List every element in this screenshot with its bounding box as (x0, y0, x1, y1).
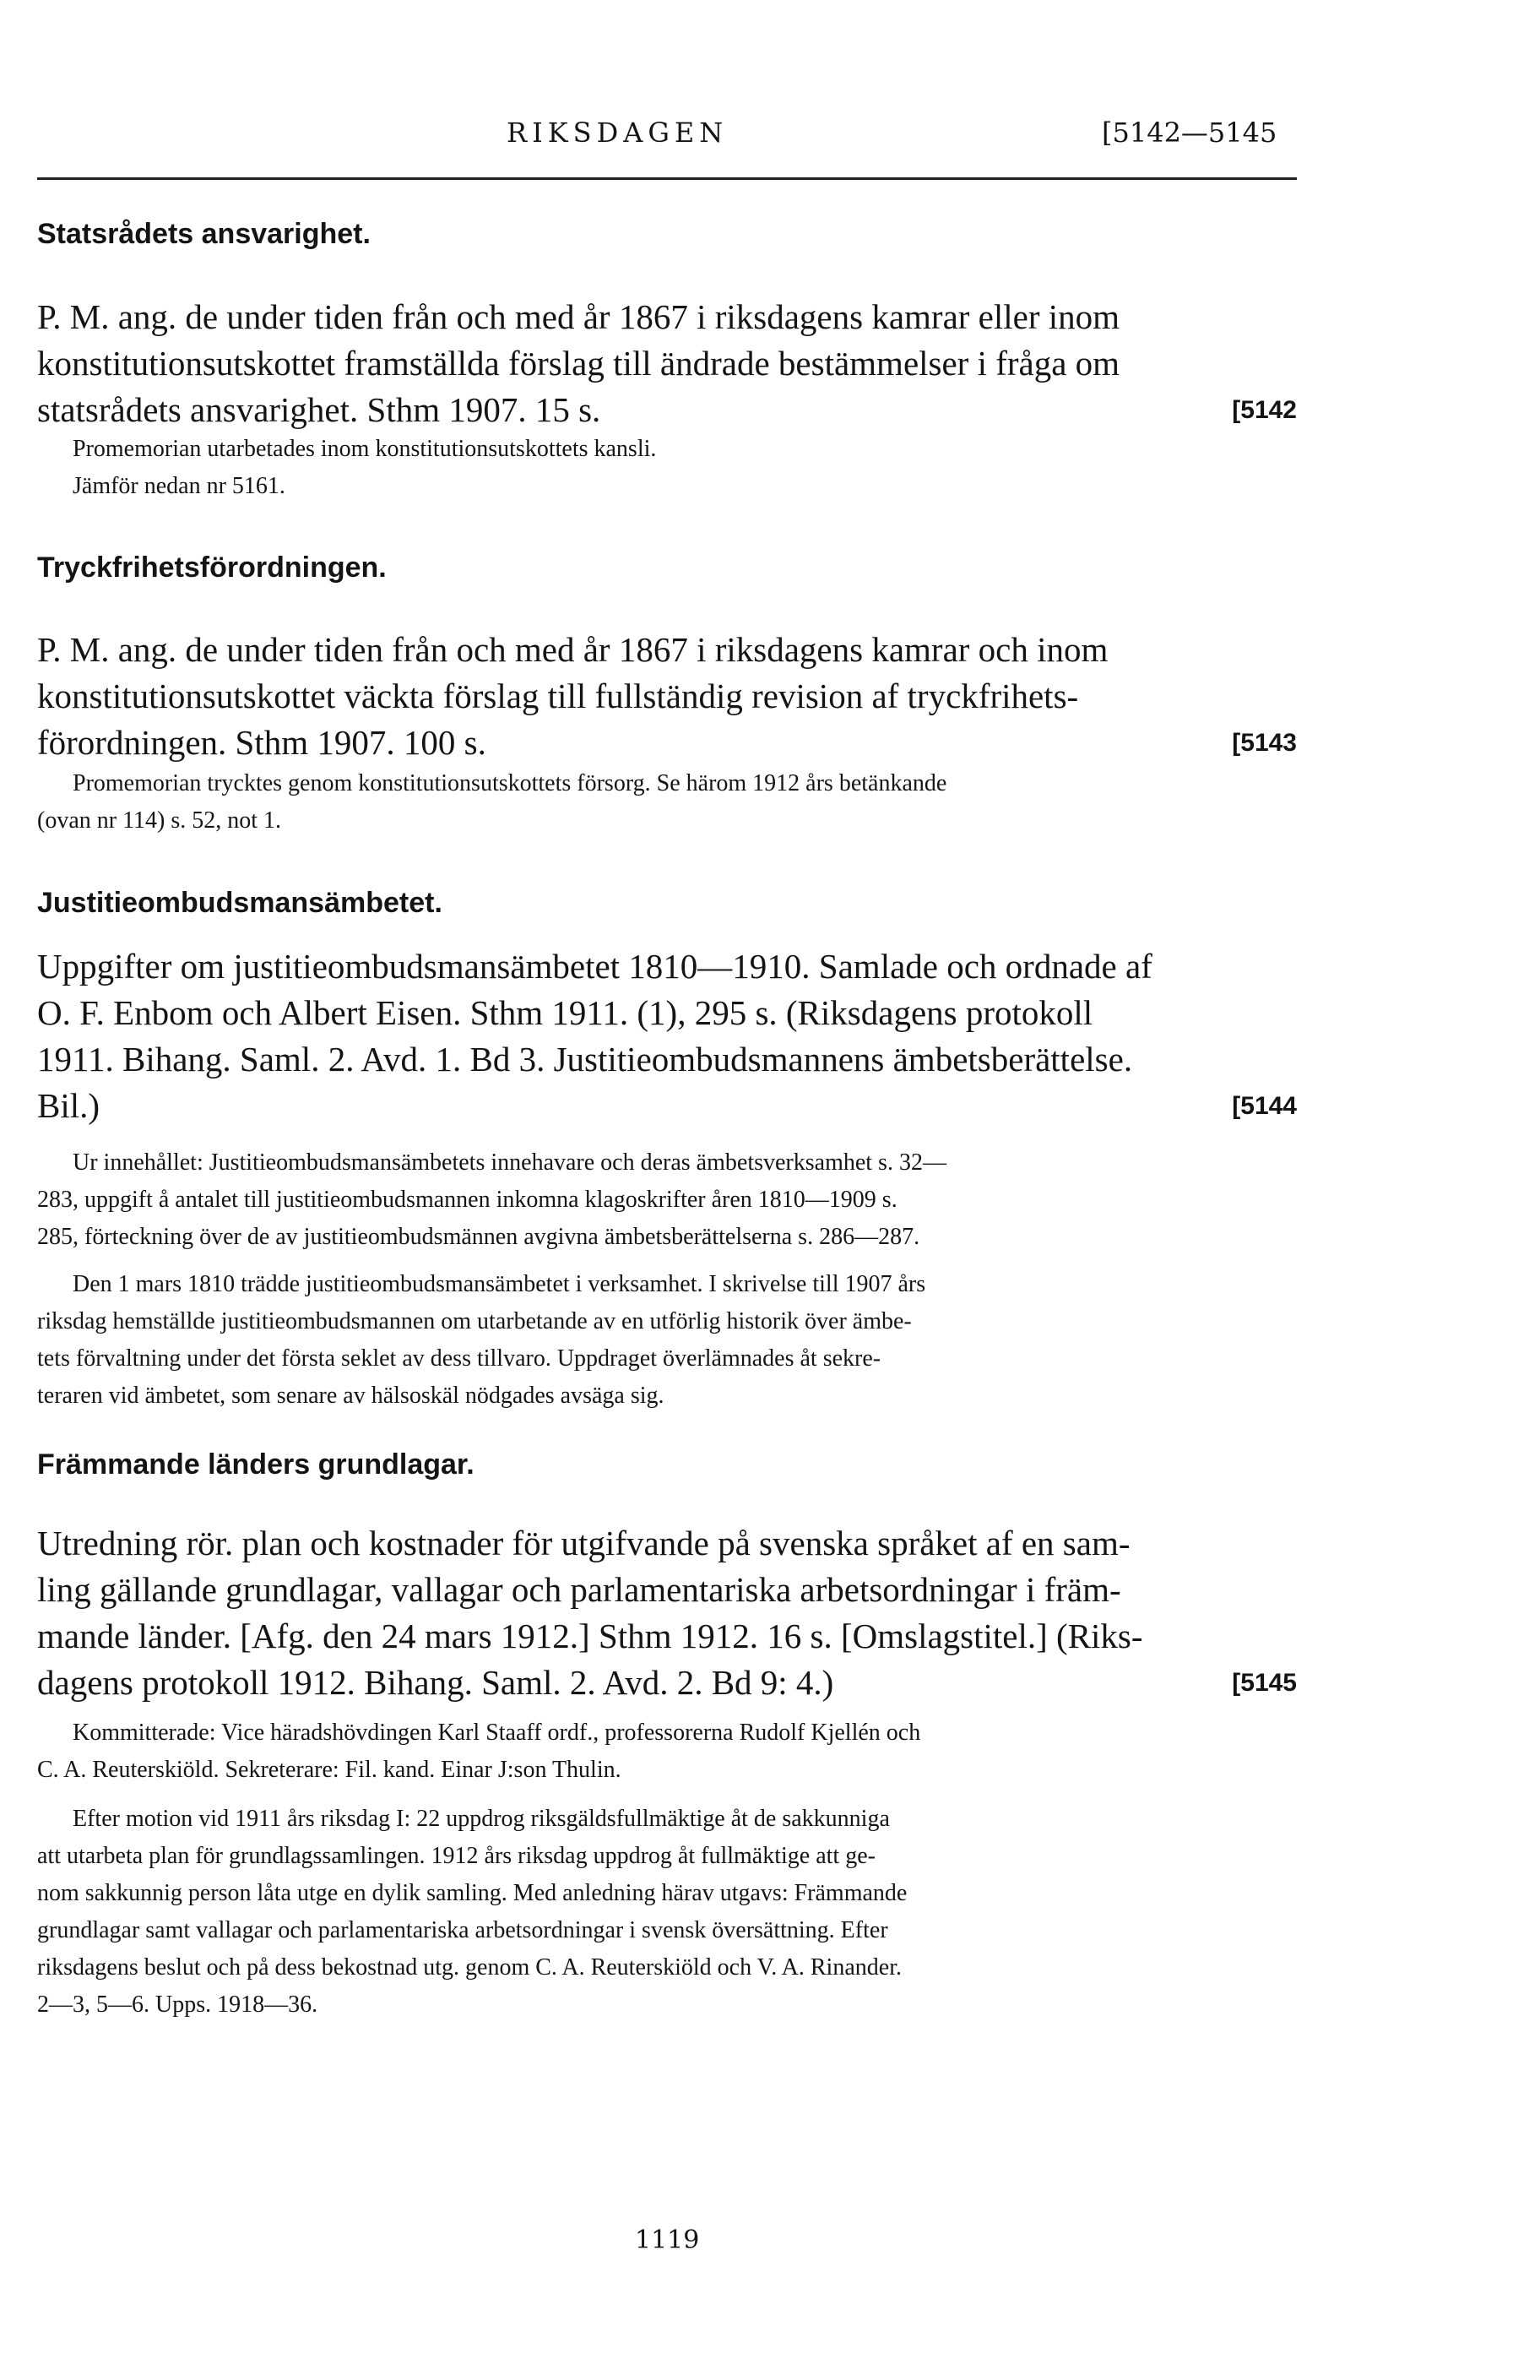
section-heading: Främmande länders grundlagar. (37, 1448, 474, 1481)
entry-line: P. M. ang. de under tiden från och med år 1867 i riksdagens kamrar och inom (37, 630, 1109, 669)
entry-line-last (37, 387, 1297, 433)
entry-notes (37, 765, 1297, 840)
note-line: 285, förteckning över de av justitieombudsmännen avgivna ämbetsberättelserna s. 286—287. (37, 1224, 920, 1250)
entry-text (37, 1520, 1297, 1706)
entry-notes (73, 431, 1297, 505)
note-line: Promemorian trycktes genom konstitutionsutskottets försorg. Se härom 1912 års betänkande (73, 770, 947, 796)
note-line: 2—3, 5—6. Upps. 1918—36. (37, 1991, 318, 2018)
entry-line: P. M. ang. de under tiden från och med år 1867 i riksdagens kamrar eller inom (37, 297, 1120, 336)
note-line: Kommitterade: Vice häradshövdingen Karl Staaff ordf., professorerna Rudolf Kjellén och (73, 1720, 921, 1746)
entry-line: förordningen. Sthm 1907. 100 s. (37, 723, 486, 762)
running-header-range: [5142—5145 (1102, 117, 1277, 149)
entry-line: konstitutionsutskottet väckta förslag till fullständig revision af tryckfrihets- (37, 677, 1079, 715)
entry-line: ling gällande grundlagar, vallagar och parlamentariska arbetsordningar i främ- (37, 1570, 1121, 1609)
entry-number: [5144 (1232, 1092, 1297, 1120)
entry-line-last (37, 720, 1297, 766)
note-line: (ovan nr 114) s. 52, not 1. (37, 807, 282, 834)
page-number: 1119 (635, 2225, 700, 2255)
entry-number: [5143 (1232, 729, 1297, 757)
note-line: Efter motion vid 1911 års riksdag I: 22 uppdrog riksgäldsfullmäktige åt de sakkunniga (73, 1806, 890, 1832)
entry-line: Utredning rör. plan och kostnader för utgifvande på svenska språket af en sam- (37, 1524, 1131, 1562)
note-line: grundlagar samt vallagar och parlamentariska arbetsordningar i svensk översättning. Efter (37, 1917, 888, 1943)
entry-line: mande länder. [Afg. den 24 mars 1912.] Sthm 1912. 16 s. [Omslagstitel.] (Riks- (37, 1617, 1143, 1655)
entry-line-last (37, 1083, 1297, 1129)
entry-line: Uppgifter om justitieombudsmansämbetet 1810—1910. Samlade och ordnade af (37, 947, 1152, 986)
note-line: C. A. Reuterskiöld. Sekreterare: Fil. kand. Einar J:son Thulin. (37, 1757, 621, 1783)
entry-line-last (37, 1660, 1297, 1706)
entry-text (37, 627, 1297, 766)
entry-number: [5145 (1232, 1669, 1297, 1697)
section-heading: Statsrådets ansvarighet. (37, 218, 371, 250)
note-line: Jämför nedan nr 5161. (73, 473, 285, 499)
entry-notes (37, 1714, 1297, 2024)
note-line: riksdagens beslut och på dess bekostnad utg. genom C. A. Reuterskiöld och V. A. Rinander. (37, 1954, 902, 1981)
note-line: Ur innehållet: Justitieombudsmansämbetets innehavare och deras ämbetsverksamhet s. 32— (73, 1149, 946, 1176)
note-line: nom sakkunnig person låta utge en dylik samling. Med anledning härav utgavs: Främmande (37, 1880, 908, 1906)
entry-line: 1911. Bihang. Saml. 2. Avd. 1. Bd 3. Justitieombudsmannens ämbetsberättelse. (37, 1040, 1133, 1079)
section-heading: Justitieombudsmansämbetet. (37, 887, 442, 919)
entry-line: konstitutionsutskottet framställda förslag till ändrade bestämmelser i fråga om (37, 344, 1120, 383)
running-header-title: RIKSDAGEN (507, 117, 729, 149)
entry-number: [5142 (1232, 396, 1297, 424)
note-line: riksdag hemställde justitieombudsmannen om utarbetande av en utförlig historik över ämbe- (37, 1308, 912, 1334)
header-rule (37, 177, 1297, 180)
note-line: Den 1 mars 1810 trädde justitieombudsmansämbetet i verksamhet. I skrivelse till 1907 års (73, 1271, 926, 1297)
note-line: 283, uppgift å antalet till justitieombudsmannen inkomna klagoskrifter åren 1810—1909 s. (37, 1187, 897, 1213)
entry-text (37, 294, 1297, 433)
entry-line: statsrådets ansvarighet. Sthm 1907. 15 s. (37, 390, 601, 429)
entry-text (37, 943, 1297, 1129)
note-line: tets förvaltning under det första seklet av dess tillvaro. Uppdraget överlämnades åt sekre- (37, 1345, 881, 1372)
note-line: att utarbeta plan för grundlagssamlingen. 1912 års riksdag uppdrog åt fullmäktige att ge- (37, 1843, 876, 1869)
entry-line: O. F. Enbom och Albert Eisen. Sthm 1911. (1), 295 s. (Riksdagens protokoll (37, 993, 1093, 1032)
entry-line: dagens protokoll 1912. Bihang. Saml. 2. Avd. 2. Bd 9: 4.) (37, 1663, 834, 1702)
note-line: teraren vid ämbetet, som senare av hälsoskäl nödgades avsäga sig. (37, 1383, 664, 1409)
entry-line: Bil.) (37, 1086, 100, 1125)
section-heading: Tryckfrihetsförordningen. (37, 552, 387, 584)
note-line: Promemorian utarbetades inom konstitutionsutskottets kansli. (73, 436, 657, 462)
entry-notes (37, 1144, 1297, 1415)
